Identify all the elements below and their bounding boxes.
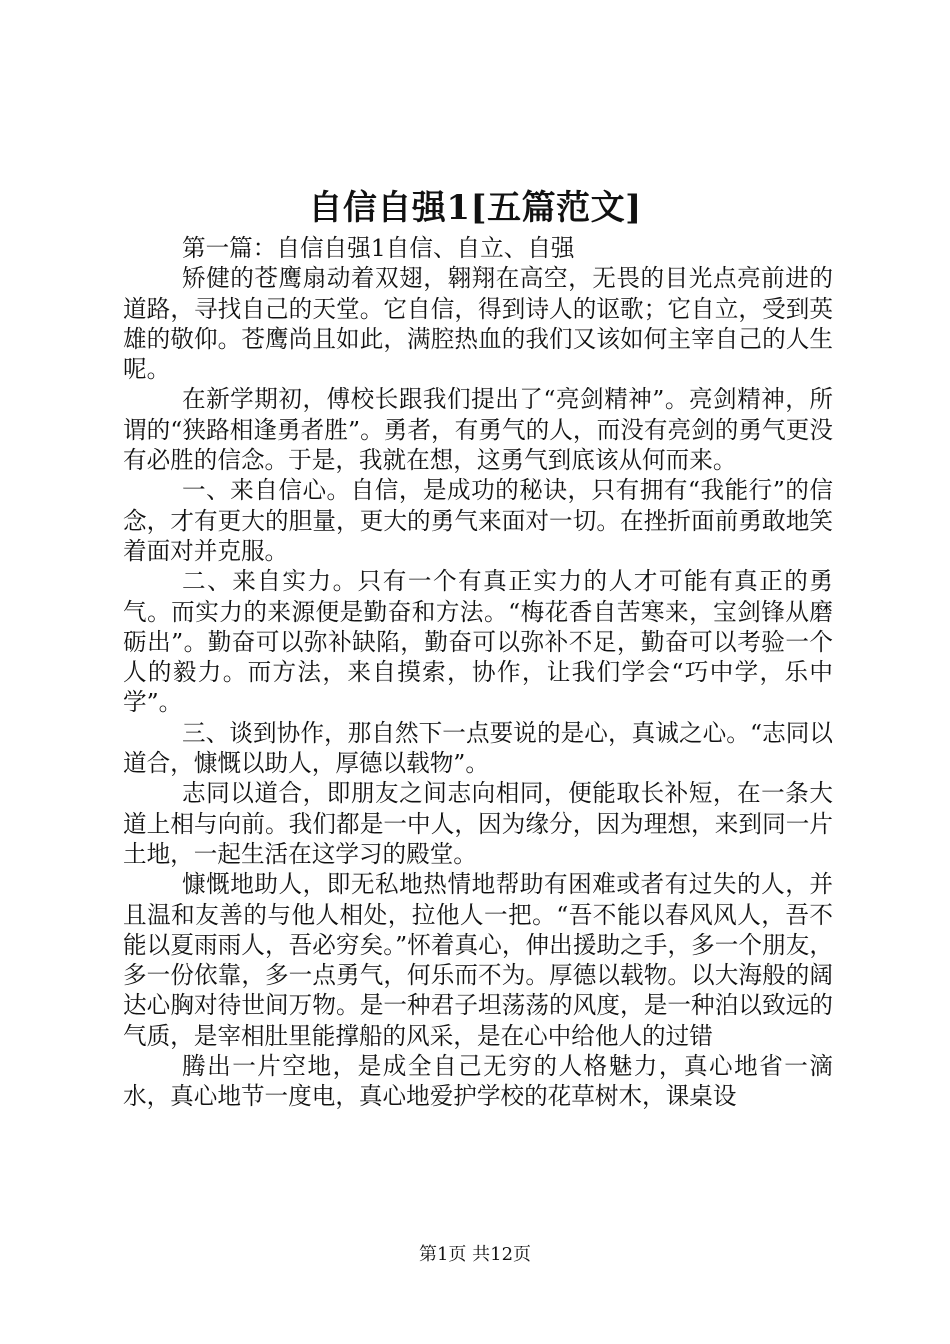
document-title: 自信自强1[五篇范文] <box>308 188 642 228</box>
paragraph: 矫健的苍鹰扇动着双翅，翱翔在高空，无畏的目光点亮前进的道路，寻找自己的天堂。它自信，得到诗人的讴歌；它自立，受到英雄的敬仰。苍鹰尚且如此，满腔热血的我们又该如何主宰自己的人生呢。 <box>123 264 833 384</box>
paragraph: 二、来自实力。只有一个有真正实力的人才可能有真正的勇气。而实力的来源便是勤奋和方法。“梅花香自苦寒来，宝剑锋从磨砺出”。勤奋可以弥补缺陷，勤奋可以弥补不足，勤奋可以考验一个人的毅力。而方法，来自摸索，协作，让我们学会“巧中学，乐中学”。 <box>123 567 833 717</box>
paragraph: 在新学期初，傅校长跟我们提出了“亮剑精神”。亮剑精神，所谓的“狭路相逢勇者胜”。勇者，有勇气的人，而没有亮剑的勇气更没有必胜的信念。于是，我就在想，这勇气到底该从何而来。 <box>123 385 833 475</box>
section-heading: 第一篇：自信自强1自信、自立、自强 <box>182 234 575 262</box>
paragraph: 志同以道合，即朋友之间志向相同，便能取长补短，在一条大道上相与向前。我们都是一中人，因为缘分，因为理想，来到同一片土地，一起生活在这学习的殿堂。 <box>123 779 833 868</box>
page-footer: 第1页 共12页 <box>418 1244 532 1265</box>
paragraph: 三、谈到协作，那自然下一点要说的是心，真诚之心。“志同以道合，慷慨以助人，厚德以载物”。 <box>123 718 833 778</box>
paragraph: 腾出一片空地，是成全自己无穷的人格魅力，真心地省一滴水，真心地节一度电，真心地爱护学校的花草树木，课桌设 <box>123 1052 833 1111</box>
paragraph: 慷慨地助人，即无私地热情地帮助有困难或者有过失的人，并且温和友善的与他人相处，拉他人一把。“吾不能以春风风人，吾不能以夏雨雨人，吾必穷矣。”怀着真心，伸出援助之手，多一个朋友，多一份依靠，多一点勇气，何乐而不为。厚德以载物。以大海般的阔达心胸对待世间万物。是一种君子坦荡荡的风度，是一种泊以致远的气质，是宰相肚里能撑船的风采，是在心中给他人的过错 <box>123 870 833 1050</box>
paragraph: 一、来自信心。自信，是成功的秘诀，只有拥有“我能行”的信念，才有更大的胆量，更大的勇气来面对一切。在挫折面前勇敢地笑着面对并克服。 <box>123 476 833 565</box>
document-body <box>123 233 833 1112</box>
